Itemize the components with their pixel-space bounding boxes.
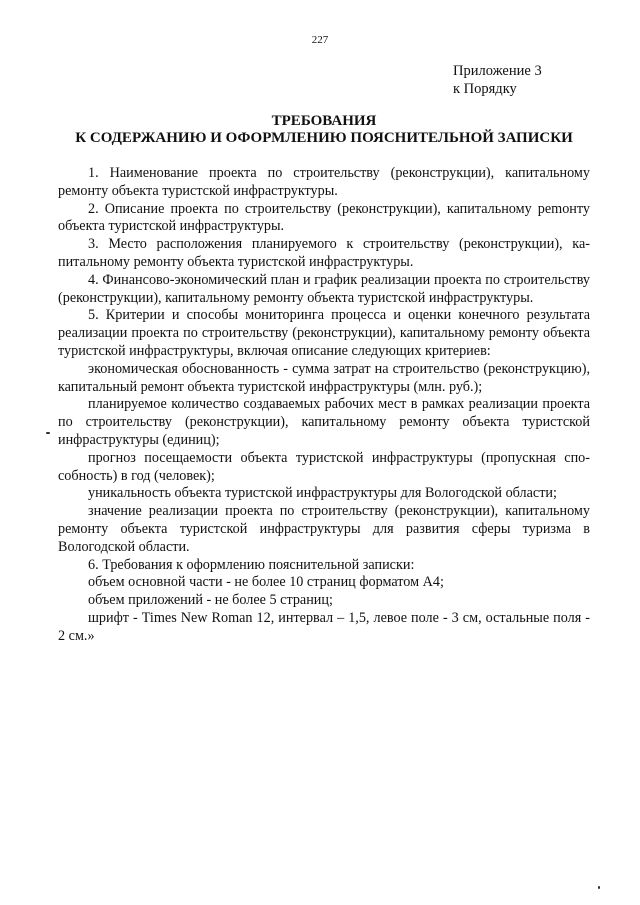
requirement-main-part: объем основной части - не более 10 страниц форматом А4; bbox=[88, 574, 444, 591]
criterion-jobs: планируемое количество создаваемых рабочих мест в рамках реализации проекта по строительству (реконструкции), капитальному ремонту объекта туристской инфраструктуры (единиц); bbox=[58, 396, 590, 448]
appendix-number: Приложение 3 bbox=[453, 63, 542, 79]
paragraph-1: 1. Наименование проекта по строительству (реконструкции), капитальному ремонту объекта туристской инфраструктуры. bbox=[58, 165, 590, 199]
requirement-font: шрифт - Times New Roman 12, интервал – 1,5, левое поле - 3 см, остальные поля - 2 см.» bbox=[58, 609, 590, 644]
paragraph-2: 2. Описание проекта по строительству (реконструкции), капитальному реmонту объекта туристской инфраструктуры. bbox=[58, 200, 590, 235]
page-number: 227 bbox=[311, 34, 329, 46]
appendix-parent-document: к Порядку bbox=[453, 81, 517, 97]
document-body bbox=[58, 165, 590, 646]
criterion-uniqueness: уникальность объекта туристской инфраструктуры для Вологодской области; bbox=[88, 485, 557, 502]
criterion-attendance: прогноз посещаемости объекта туристской инфраструктуры (пропускная способность) в год (человек); bbox=[58, 449, 590, 484]
paragraph-3: 3. Место расположения планируемого к строительству (реконструкции), капитальному ремонту объекта туристской инфраструктуры. bbox=[58, 236, 590, 270]
scan-speck bbox=[46, 432, 50, 434]
criterion-tourism-value: значение реализации проекта по строительству (реконструкции), капитальному ремонту объекта туристской инфраструктуры для развития сферы туризма в Вологодской области. bbox=[58, 503, 590, 555]
paragraph-6: 6. Требования к оформлению пояснительной записки: bbox=[88, 556, 415, 573]
paragraph-4: 4. Финансово-экономический план и график реализации проекта по строительству (реконструкции), капитальному ремонту объекта туристской инфраструктуры. bbox=[58, 271, 590, 306]
title-line-1: ТРЕБОВАНИЯ bbox=[271, 113, 377, 129]
paragraph-5: 5. Критерии и способы мониторинга процесса и оценки конечного результата реализации проекта по строительству (реконструкции), капитальному ремонту объекта туристской инфраструктуры, включая описание следующих критериев: bbox=[58, 307, 590, 359]
scan-speck bbox=[598, 886, 600, 889]
criterion-economic: экономическая обоснованность - сумма затрат на строительство (реконструкцию), капитальный ремонт объекта туристской инфраструктуры (млн. руб.); bbox=[58, 360, 590, 395]
appendix-reference bbox=[453, 62, 542, 98]
document-title bbox=[56, 113, 592, 147]
requirement-appendices: объем приложений - не более 5 страниц; bbox=[88, 592, 333, 609]
title-line-2: К СОДЕРЖАНИЮ И ОФОРМЛЕНИЮ ПОЯСНИТЕЛЬНОЙ ЗАПИСКИ bbox=[75, 130, 573, 146]
